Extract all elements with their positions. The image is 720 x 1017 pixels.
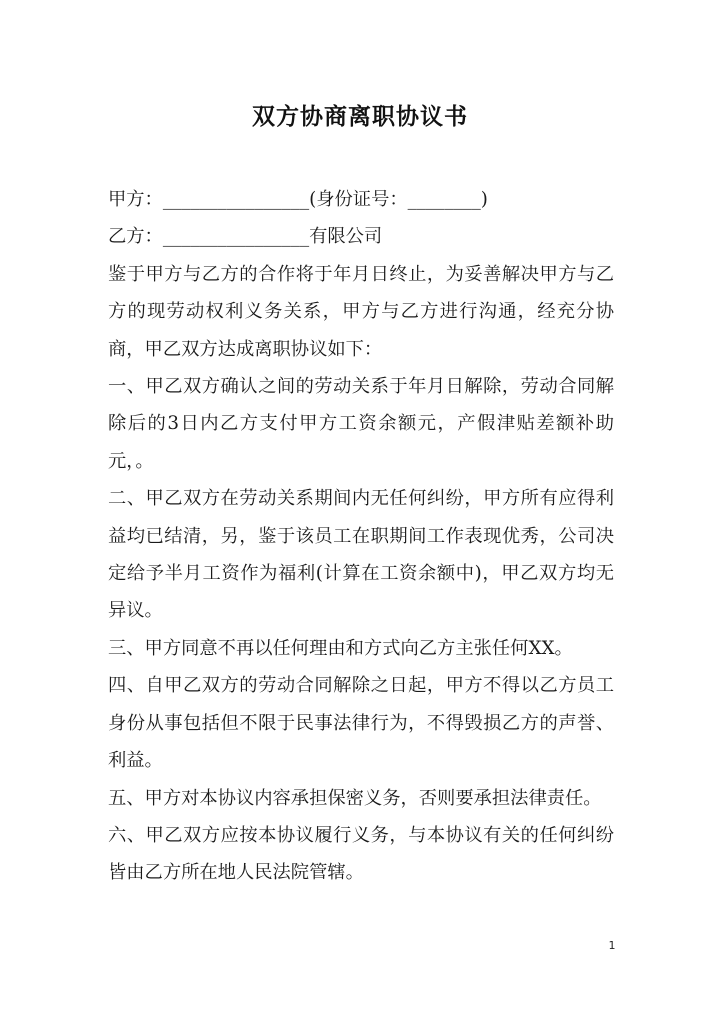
clause-2-paragraph: 二、甲乙双方在劳动关系期间内无任何纠纷，甲方所有应得利益均已结清，另，鉴于该员工在职期间工作表现优秀，公司决定给予半月工资作为福利(计算在工资余额中)，甲乙双方均无异议。 <box>108 488 614 622</box>
document-body <box>108 181 614 892</box>
clause-3-paragraph: 三、甲方同意不再以任何理由和方式向乙方主张任何XX。 <box>108 637 573 659</box>
clause-1-paragraph: 一、甲乙双方确认之间的劳动关系于年月日解除，劳动合同解除后的3日内乙方支付甲方工资余额元，产假津贴差额补助元，。 <box>108 376 614 472</box>
page-number: 1 <box>608 939 616 952</box>
clause-4-paragraph: 四、自甲乙双方的劳动合同解除之日起，甲方不得以乙方员工身份从事包括但不限于民事法律行为，不得毁损乙方的声誉、利益。 <box>108 675 614 772</box>
preamble-paragraph: 鉴于甲方与乙方的合作将于年月日终止，为妥善解决甲方与乙方的现劳动权利义务关系，甲方与乙方进行沟通，经充分协商，甲乙双方达成离职协议如下： <box>108 263 614 360</box>
party-a-line: 甲方：________________(身份证号：________) <box>108 189 488 210</box>
clause-5-paragraph: 五、甲方对本协议内容承担保密义务，否则要承担法律责任。 <box>108 787 602 809</box>
document-title: 双方协商离职协议书 <box>252 104 468 130</box>
party-b-line: 乙方：________________有限公司 <box>108 226 383 248</box>
clause-6-paragraph: 六、甲乙双方应按本协议履行义务，与本协议有关的任何纠纷皆由乙方所在地人民法院管辖。 <box>108 824 614 884</box>
